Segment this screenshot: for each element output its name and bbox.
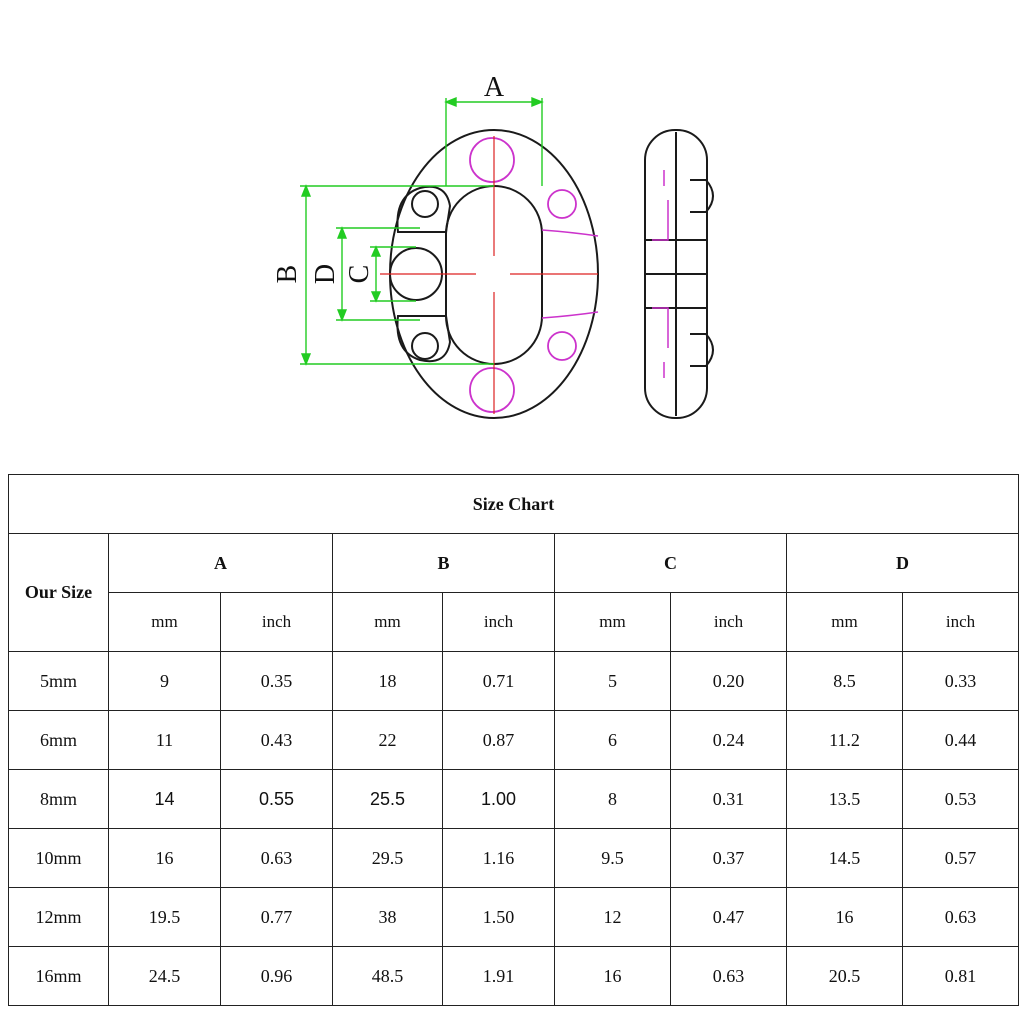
d-inch-cell: 0.53 [903, 770, 1019, 829]
a-inch-cell: 0.55 [221, 770, 333, 829]
c-inch-cell: 0.20 [671, 652, 787, 711]
link-left-lower-boss [397, 316, 450, 361]
c-inch-cell: 0.37 [671, 829, 787, 888]
b-inch-cell: 1.50 [443, 888, 555, 947]
unit-header-b-inch: inch [443, 593, 555, 652]
unit-header-b-mm: mm [333, 593, 443, 652]
c-inch-cell: 0.24 [671, 711, 787, 770]
a-mm-cell: 16 [109, 829, 221, 888]
unit-header-c-mm: mm [555, 593, 671, 652]
b-mm-cell: 25.5 [333, 770, 443, 829]
a-mm-cell: 11 [109, 711, 221, 770]
size-cell: 16mm [9, 947, 109, 1006]
c-mm-cell: 8 [555, 770, 671, 829]
unit-header-d-mm: mm [787, 593, 903, 652]
group-header-b: B [333, 534, 555, 593]
top-hidden-circle [470, 138, 514, 182]
b-inch-cell: 1.91 [443, 947, 555, 1006]
d-inch-cell: 0.44 [903, 711, 1019, 770]
dimension-label-b: B [272, 264, 303, 284]
side-upper-stud [690, 180, 713, 212]
a-mm-cell: 9 [109, 652, 221, 711]
dimension-label-c: C [344, 264, 375, 284]
c-mm-cell: 9.5 [555, 829, 671, 888]
a-inch-cell: 0.35 [221, 652, 333, 711]
link-side-view [645, 130, 713, 418]
table-row [9, 770, 1019, 829]
group-header-c: C [555, 534, 787, 593]
link-right-upper-curve [542, 230, 598, 236]
d-mm-cell: 20.5 [787, 947, 903, 1006]
c-mm-cell: 12 [555, 888, 671, 947]
table-title: Size Chart [9, 475, 1019, 534]
size-cell: 6mm [9, 711, 109, 770]
table-row [9, 829, 1019, 888]
b-inch-cell: 0.71 [443, 652, 555, 711]
table-row [9, 652, 1019, 711]
left-upper-hole [412, 191, 438, 217]
c-inch-cell: 0.31 [671, 770, 787, 829]
d-inch-cell: 0.63 [903, 888, 1019, 947]
a-inch-cell: 0.43 [221, 711, 333, 770]
b-inch-cell: 1.16 [443, 829, 555, 888]
a-mm-cell: 24.5 [109, 947, 221, 1006]
unit-header-a-mm: mm [109, 593, 221, 652]
a-inch-cell: 0.63 [221, 829, 333, 888]
left-lower-hole [412, 333, 438, 359]
b-mm-cell: 22 [333, 711, 443, 770]
c-inch-cell: 0.47 [671, 888, 787, 947]
size-cell: 12mm [9, 888, 109, 947]
group-header-d: D [787, 534, 1019, 593]
table-row [9, 711, 1019, 770]
link-right-lower-curve [542, 312, 598, 318]
our-size-header: Our Size [9, 534, 109, 652]
b-mm-cell: 48.5 [333, 947, 443, 1006]
dimension-label-d: D [310, 263, 341, 285]
a-mm-cell: 19.5 [109, 888, 221, 947]
unit-header-a-inch: inch [221, 593, 333, 652]
d-inch-cell: 0.57 [903, 829, 1019, 888]
size-chart-table [8, 474, 1019, 1006]
d-inch-cell: 0.33 [903, 652, 1019, 711]
link-left-upper-boss [397, 187, 450, 232]
centerlines [380, 136, 598, 414]
bottom-hidden-circle [470, 368, 514, 412]
d-mm-cell: 8.5 [787, 652, 903, 711]
dimension-label-a: A [483, 72, 505, 103]
side-lower-stud [690, 334, 713, 366]
a-inch-cell: 0.77 [221, 888, 333, 947]
table-row [9, 888, 1019, 947]
d-mm-cell: 13.5 [787, 770, 903, 829]
d-inch-cell: 0.81 [903, 947, 1019, 1006]
b-inch-cell: 0.87 [443, 711, 555, 770]
b-mm-cell: 38 [333, 888, 443, 947]
c-mm-cell: 16 [555, 947, 671, 1006]
right-upper-hidden-circle [548, 190, 576, 218]
b-inch-cell: 1.00 [443, 770, 555, 829]
b-mm-cell: 29.5 [333, 829, 443, 888]
size-cell: 5mm [9, 652, 109, 711]
c-mm-cell: 6 [555, 711, 671, 770]
b-mm-cell: 18 [333, 652, 443, 711]
c-mm-cell: 5 [555, 652, 671, 711]
a-inch-cell: 0.96 [221, 947, 333, 1006]
d-mm-cell: 11.2 [787, 711, 903, 770]
unit-header-c-inch: inch [671, 593, 787, 652]
chain-link-drawing [0, 0, 1024, 470]
hidden-features [470, 138, 576, 412]
unit-header-d-inch: inch [903, 593, 1019, 652]
size-cell: 8mm [9, 770, 109, 829]
d-mm-cell: 16 [787, 888, 903, 947]
right-lower-hidden-circle [548, 332, 576, 360]
d-mm-cell: 14.5 [787, 829, 903, 888]
c-inch-cell: 0.63 [671, 947, 787, 1006]
a-mm-cell: 14 [109, 770, 221, 829]
table-row [9, 947, 1019, 1006]
size-cell: 10mm [9, 829, 109, 888]
group-header-a: A [109, 534, 333, 593]
